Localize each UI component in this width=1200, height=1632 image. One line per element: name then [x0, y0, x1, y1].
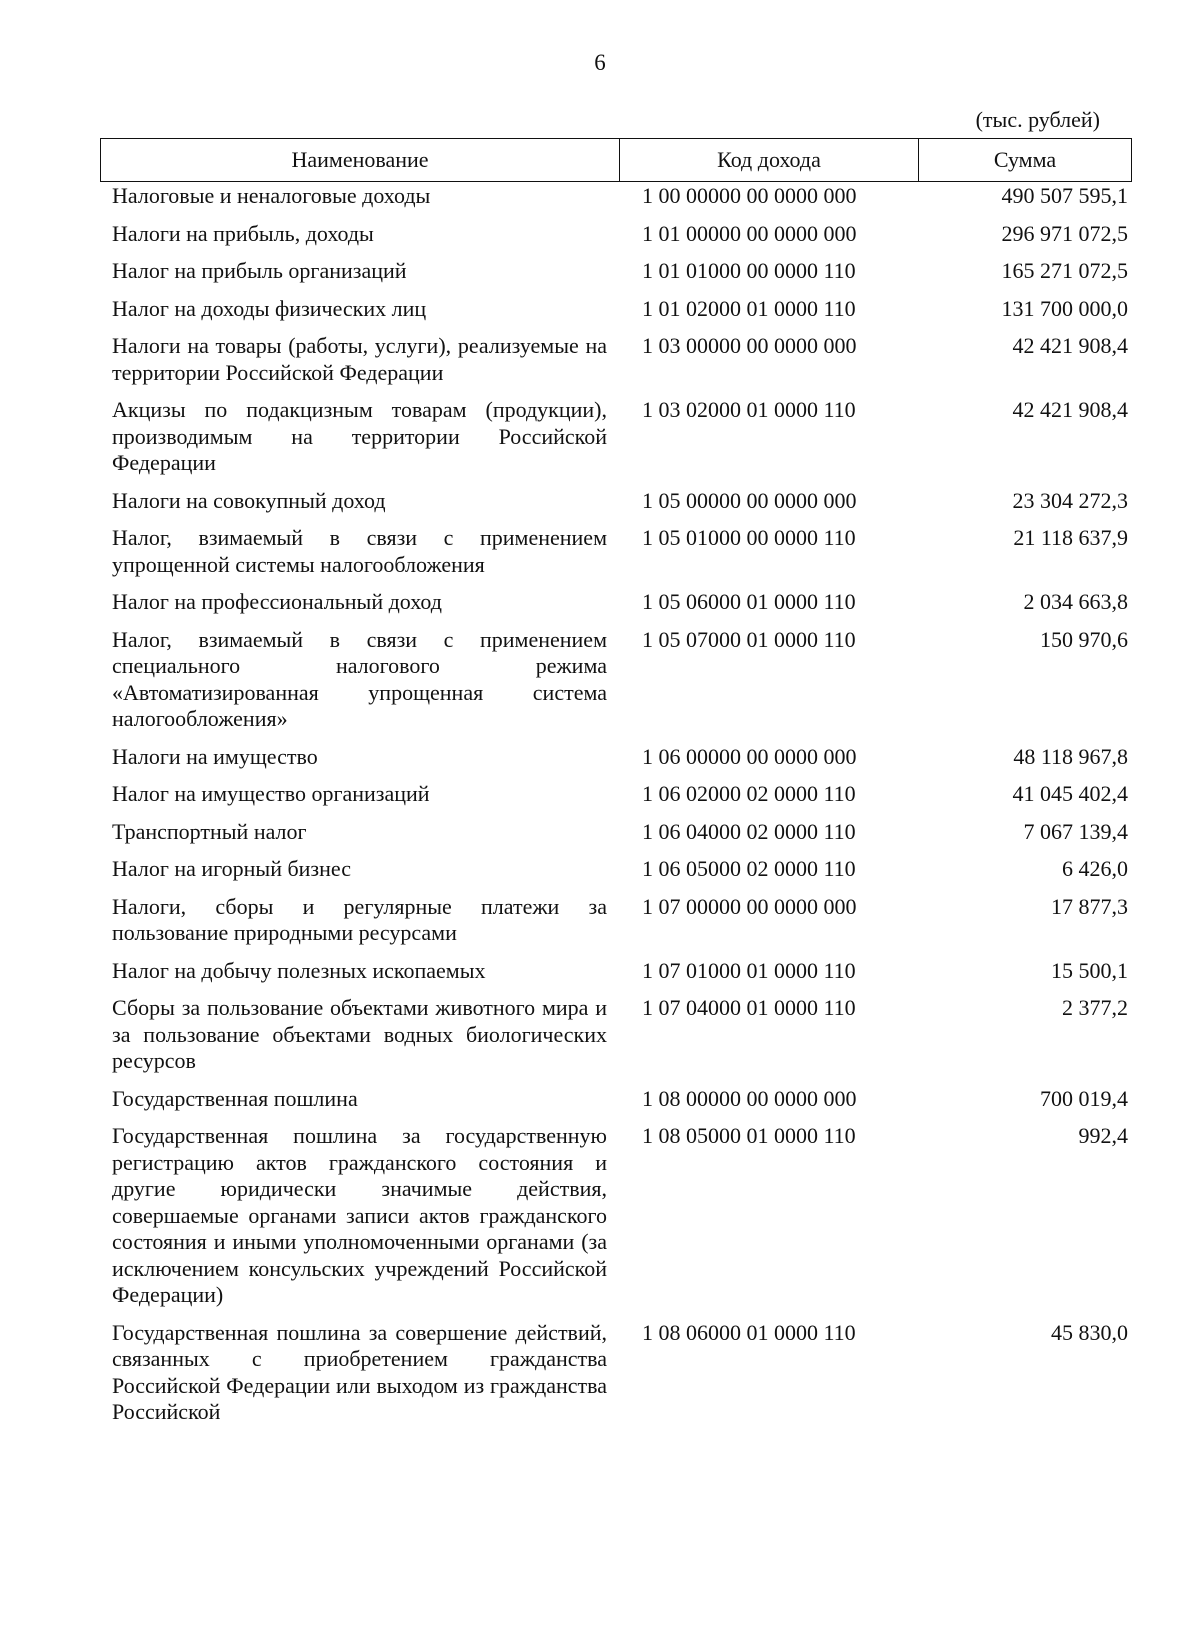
row-code: 1 06 02000 02 0000 110: [642, 781, 856, 806]
row-name: Налоги на имущество: [112, 743, 318, 769]
row-sum: 992,4: [1078, 1123, 1128, 1148]
table-row: [112, 397, 1128, 477]
row-name: Акцизы по подакцизным товарам (продукции), производимым на территории Российской Федерации: [112, 397, 607, 475]
header-sum: Сумма: [993, 147, 1057, 172]
row-name: Сборы за пользование объектами животного мира и за пользование объектами водных биологических ресурсов: [112, 995, 607, 1073]
table-row: [112, 525, 1128, 578]
row-sum: 17 877,3: [1051, 893, 1128, 919]
row-code: 1 06 04000 02 0000 110: [642, 818, 856, 844]
row-sum: 23 304 272,3: [1012, 487, 1128, 513]
table-row: [112, 221, 1128, 248]
table-row: [112, 744, 1128, 771]
row-code: 1 01 02000 01 0000 110: [642, 295, 856, 321]
row-name: Налоговые и неналоговые доходы: [112, 183, 431, 208]
row-sum: 150 970,6: [1040, 626, 1128, 652]
row-name: Налог на имущество организаций: [112, 781, 430, 806]
row-sum: 42 421 908,4: [1012, 397, 1128, 422]
row-sum: 490 507 595,1: [1001, 183, 1128, 208]
row-sum: 6 426,0: [1062, 856, 1128, 881]
row-name: Налог, взимаемый в связи с применением специального налогового режима «Автоматизированная упрощенная система налогообложения»: [112, 626, 607, 731]
row-name: Государственная пошлина: [112, 1085, 358, 1111]
row-name: Налоги на товары (работы, услуги), реализуемые на территории Российской Федерации: [112, 333, 607, 385]
table-row: [112, 183, 1128, 210]
table-row: [112, 627, 1128, 733]
row-sum: 45 830,0: [1051, 1319, 1128, 1345]
row-code: 1 08 05000 01 0000 110: [642, 1123, 856, 1148]
row-code: 1 01 01000 00 0000 110: [642, 258, 856, 283]
table-row: [112, 995, 1128, 1075]
row-name: Налог на добычу полезных ископаемых: [112, 957, 486, 983]
row-code: 1 08 00000 00 0000 000: [642, 1085, 857, 1111]
row-name: Налог, взимаемый в связи с применением упрощенной системы налогообложения: [112, 525, 607, 577]
table-row: [112, 781, 1128, 808]
row-sum: 165 271 072,5: [1001, 258, 1128, 283]
row-code: 1 01 00000 00 0000 000: [642, 220, 857, 246]
row-sum: 131 700 000,0: [1001, 295, 1128, 321]
row-code: 1 03 02000 01 0000 110: [642, 397, 856, 422]
row-name: Налог на доходы физических лиц: [112, 295, 427, 321]
row-sum: 41 045 402,4: [1012, 781, 1128, 806]
row-code: 1 07 00000 00 0000 000: [642, 893, 857, 919]
row-sum: 48 118 967,8: [1013, 743, 1128, 769]
table-row: [112, 1320, 1128, 1426]
row-name: Налоги на совокупный доход: [112, 487, 386, 513]
table-row: [112, 333, 1128, 386]
table-row: [112, 819, 1128, 846]
row-code: 1 08 06000 01 0000 110: [642, 1319, 856, 1345]
row-code: 1 05 00000 00 0000 000: [642, 487, 857, 513]
header-name: Наименование: [101, 139, 620, 181]
row-sum: 2 377,2: [1062, 995, 1128, 1020]
row-code: 1 03 00000 00 0000 000: [642, 333, 857, 358]
row-code: 1 05 06000 01 0000 110: [642, 589, 856, 614]
row-name: Налог на игорный бизнес: [112, 856, 351, 881]
header-code: Код дохода: [620, 139, 919, 181]
table-row: [112, 258, 1128, 285]
unit-label: (тыс. рублей): [975, 107, 1100, 132]
row-name: Налог на профессиональный доход: [112, 589, 442, 614]
row-code: 1 06 00000 00 0000 000: [642, 743, 857, 769]
row-code: 1 07 04000 01 0000 110: [642, 995, 856, 1020]
row-sum: 42 421 908,4: [1012, 333, 1128, 358]
table-row: [112, 488, 1128, 515]
row-name: Транспортный налог: [112, 818, 307, 844]
row-sum: 15 500,1: [1051, 957, 1128, 983]
row-name: Государственная пошлина за совершение действий, связанных с приобретением гражданства Российской Федерации или выходом из гражданства Российской: [112, 1319, 607, 1424]
row-sum: 7 067 139,4: [1023, 818, 1128, 844]
table-row: [112, 958, 1128, 985]
row-sum: 21 118 637,9: [1013, 525, 1128, 550]
table-header: [100, 138, 1132, 182]
row-name: Налог на прибыль организаций: [112, 258, 407, 283]
row-sum: 2 034 663,8: [1023, 589, 1128, 614]
row-code: 1 05 07000 01 0000 110: [642, 626, 856, 652]
row-name: Налоги на прибыль, доходы: [112, 220, 374, 246]
row-code: 1 07 01000 01 0000 110: [642, 957, 856, 983]
row-code: 1 05 01000 00 0000 110: [642, 525, 856, 550]
page-number: 6: [594, 50, 606, 75]
table-row: [112, 296, 1128, 323]
row-sum: 296 971 072,5: [1001, 220, 1128, 246]
table-row: [112, 894, 1128, 947]
row-name: Налоги, сборы и регулярные платежи за пользование природными ресурсами: [112, 893, 607, 945]
table-body: [112, 183, 1128, 1437]
row-name: Государственная пошлина за государственную регистрацию актов гражданского состояния и другие юридически значимые действия, совершаемые органами записи актов гражданского состояния и иными уполномоченными органами (за исключением консульских учреждений Российской Федерации): [112, 1123, 607, 1307]
table-row: [112, 856, 1128, 883]
row-code: 1 06 05000 02 0000 110: [642, 856, 856, 881]
row-code: 1 00 00000 00 0000 000: [642, 183, 857, 208]
table-row: [112, 1123, 1128, 1309]
row-sum: 700 019,4: [1040, 1085, 1128, 1111]
table-row: [112, 1086, 1128, 1113]
table-row: [112, 589, 1128, 616]
